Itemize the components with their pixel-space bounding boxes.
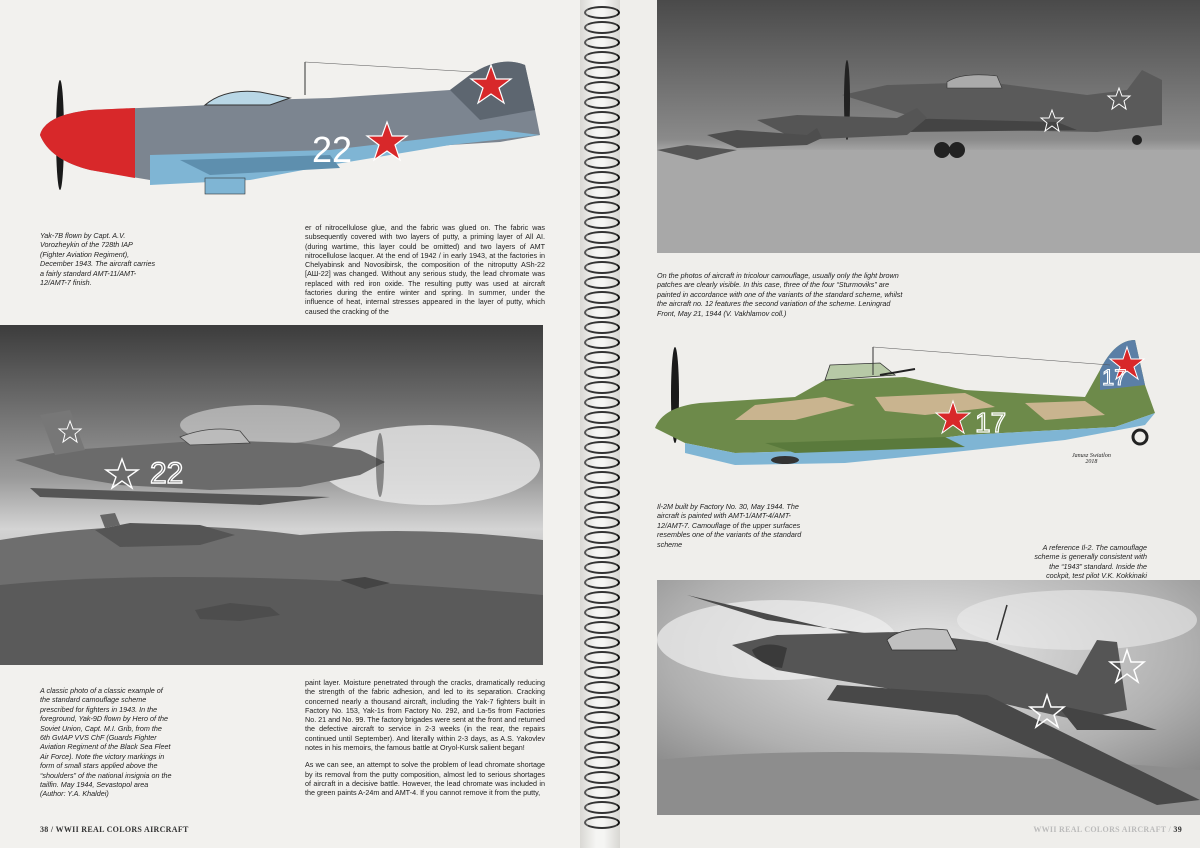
- spiral-ring: [584, 141, 620, 154]
- spiral-ring: [584, 216, 620, 229]
- spiral-ring: [584, 636, 620, 649]
- caption-reference-il2: A reference Il-2. The camouflage scheme is generally consistent with the “1943” standard. Inside the cockpit, test pilot V.K. Kokkinaki: [1034, 543, 1147, 581]
- spiral-ring: [584, 741, 620, 754]
- spiral-ring: [584, 546, 620, 559]
- body-paragraph-1: paint layer. Moisture penetrated through the cracks, dramatically reducing the strength of the fabric adhesion, and led to its separation. Cracking concerned nearly a thousand aircraft, including the Yak-7 fighters built in Factory No. 153, Yak-1s from Factory No. 292, and La-5s from Factories No. 21 and No. 99. The factory brigades were sent at the front and returned the defective aircraft to service in 2-3 weeks (in the rear, the repairs continued until September). And literally within 2-3 days, as A.S. Yakovlev notes in his memoirs, the famous battle at Oryol-Kursk salient began!: [305, 678, 545, 753]
- spiral-ring: [584, 606, 620, 619]
- spiral-ring: [584, 231, 620, 244]
- spiral-ring: [584, 96, 620, 109]
- body-text-top: er of nitrocellulose glue, and the fabric was glued on. The fabric was subsequently covered with two layers of putty, a priming layer of All AI. (during wartime, this layer could be omitted) and two layers of AMT nitrocellulose lacquer. At the end of 1942 / in early 1943, at the factories in Chelyabinsk and Novosibirsk, the composition of the nitroputty ASh-22 [AШ-22] was changed. Without any serious study, the lead chromate was replaced with red iron oxide. The resulting putty was used at aircraft factories during the entire winter and spring. In summer, under the influence of heat, internal stresses appeared in the layer of putty, which caused the cracking of the: [305, 223, 545, 316]
- caption-tricolour: On the photos of aircraft in tricolour camouflage, usually only the light brown patches are clearly visible. In this case, three of the four “Sturmoviks” are painted in accordance with one of the variants of the standard scheme, whilst the aircraft no. 12 features the second variation of the scheme. Leningrad Front, May 21, 1944 (V. Vakhlamov coll.): [657, 271, 903, 318]
- artist-name: Janusz Swiatlon: [1072, 453, 1111, 459]
- artist-signature: [1072, 453, 1111, 465]
- artist-year: 2018: [1085, 459, 1098, 465]
- spiral-ring: [584, 396, 620, 409]
- spiral-ring: [584, 786, 620, 799]
- spiral-ring: [584, 306, 620, 319]
- spiral-ring: [584, 651, 620, 664]
- spiral-ring: [584, 816, 620, 829]
- spiral-ring: [584, 561, 620, 574]
- caption-il2m: Il-2M built by Factory No. 30, May 1944. The aircraft is painted with AMT-1/AMT-4/AMT-12/AMT-7. Camouflage of the upper surfaces resembles one of the variants of the standard scheme: [657, 502, 802, 549]
- spiral-ring: [584, 261, 620, 274]
- il2m-profile-illustration: [645, 335, 1170, 470]
- il2-fuselage-number: 17: [975, 407, 1007, 438]
- spiral-ring: [584, 801, 620, 814]
- il2-in-flight-photo: [657, 580, 1200, 815]
- spiral-ring: [584, 276, 620, 289]
- yak7b-tactical-number: 22: [312, 129, 353, 170]
- il2-tail-number: 17: [1102, 365, 1127, 390]
- spiral-ring: [584, 321, 620, 334]
- spiral-ring: [584, 516, 620, 529]
- spiral-ring: [584, 201, 620, 214]
- spiral-ring: [584, 666, 620, 679]
- spiral-ring: [584, 171, 620, 184]
- spiral-ring: [584, 531, 620, 544]
- left-page-footer: 38 / WWII REAL COLORS AIRCRAFT: [40, 825, 189, 834]
- parked-sturmoviks-photo: [657, 0, 1200, 253]
- spiral-ring: [584, 486, 620, 499]
- spiral-ring: [584, 51, 620, 64]
- spiral-ring: [584, 291, 620, 304]
- spiral-ring: [584, 111, 620, 124]
- caption-yak9d: A classic photo of a classic example of the standard camouflage scheme prescribed for fighters in 1943. In the foreground, Yak-9D flown by Hero of the Soviet Union, Capt. M.I. Grib, from the 6th GvIAP VVS ChF (Guards Fighter Aviation Regiment of the Black Sea Fleet Air Force). Note the victory markings in form of small stars applied above the “shoulders” of the national insignia on the tailfin. May 1944, Sevastopol area (Author: Y.A. Khaldei): [40, 686, 172, 799]
- spiral-ring: [584, 411, 620, 424]
- spiral-ring: [584, 186, 620, 199]
- spiral-ring: [584, 21, 620, 34]
- spiral-ring: [584, 351, 620, 364]
- left-page: [0, 0, 580, 848]
- spiral-ring: [584, 456, 620, 469]
- spiral-ring: [584, 711, 620, 724]
- spiral-ring: [584, 726, 620, 739]
- spiral-ring: [584, 426, 620, 439]
- right-page: [620, 0, 1200, 848]
- caption-yak7b: Yak-7B flown by Capt. A.V. Vorozheykin of the 728th IAP (Fighter Aviation Regiment), December 1943. The aircraft carries a fairly standard AMT-11/AMT-12/AMT-7 finish.: [40, 231, 156, 288]
- spiral-ring: [584, 591, 620, 604]
- spiral-ring: [584, 621, 620, 634]
- spiral-ring: [584, 576, 620, 589]
- yak9d-tactical-number: 22: [150, 457, 184, 490]
- right-footer-page-number: 39: [1173, 825, 1182, 834]
- spiral-ring: [584, 471, 620, 484]
- spiral-ring: [584, 381, 620, 394]
- body-paragraph-2: As we can see, an attempt to solve the problem of lead chromate shortage by its removal from the putty composition, almost led to serious shortages of aircraft in a decisive battle. However, the lead chromate was included in the green paints A-24m and AMT-4. If you cannot remove it from the putty,: [305, 760, 545, 798]
- spiral-ring: [584, 681, 620, 694]
- spiral-ring: [584, 756, 620, 769]
- right-footer-text: WWII REAL COLORS AIRCRAFT /: [1033, 825, 1172, 834]
- spiral-ring: [584, 81, 620, 94]
- spiral-ring: [584, 6, 620, 19]
- spiral-ring: [584, 336, 620, 349]
- spiral-ring: [584, 501, 620, 514]
- yak7b-profile-illustration: [30, 50, 550, 210]
- body-text-bottom: [305, 678, 545, 806]
- spiral-ring: [584, 696, 620, 709]
- spiral-ring: [584, 36, 620, 49]
- yak9d-formation-photo: [0, 325, 543, 665]
- spiral-ring: [584, 126, 620, 139]
- spiral-ring: [584, 771, 620, 784]
- spiral-ring: [584, 66, 620, 79]
- spiral-ring: [584, 366, 620, 379]
- spiral-ring: [584, 156, 620, 169]
- spiral-ring: [584, 441, 620, 454]
- right-page-footer: [1033, 825, 1182, 834]
- spiral-ring: [584, 246, 620, 259]
